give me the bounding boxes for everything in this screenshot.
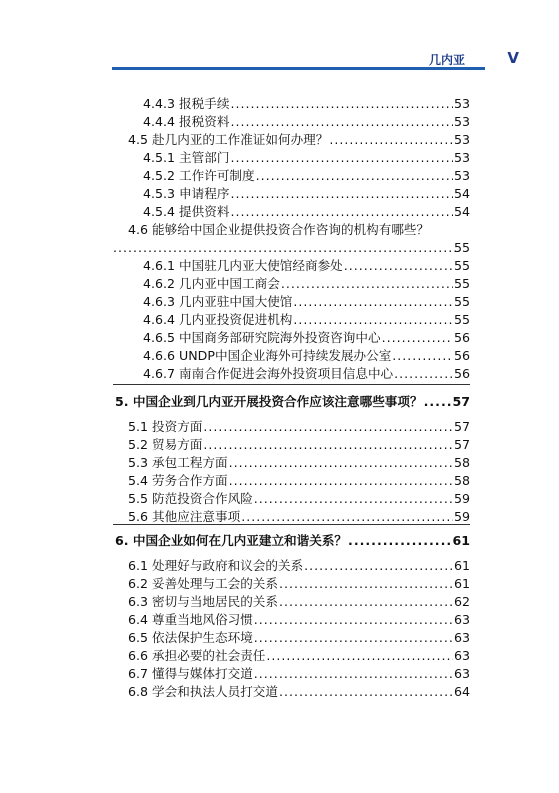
toc-entry[interactable]	[128, 575, 470, 593]
leader-dots	[279, 593, 453, 611]
toc-entry-page: 61	[452, 533, 470, 548]
toc-entry-page: 58	[453, 473, 470, 488]
toc-entry-label: 4.6.4 几内亚投资促进机构	[143, 312, 293, 327]
toc-entry[interactable]	[128, 454, 470, 472]
toc-entry-page: 53	[453, 132, 470, 147]
toc-entry-label: 4.5.3 申请程序	[143, 186, 230, 201]
leader-dots	[254, 611, 453, 629]
leader-dots	[203, 436, 453, 454]
leader-dots	[254, 629, 453, 647]
leader-dots	[256, 167, 453, 185]
leader-dots	[230, 95, 453, 113]
leader-dots	[394, 365, 453, 383]
toc-entry-label: 6.5 依法保护生态环境	[128, 630, 253, 645]
leader-dots	[293, 293, 453, 311]
toc-entry-label: 4.4.4 报税资料	[143, 114, 230, 129]
toc-entry-page: 55	[453, 240, 470, 255]
toc-entry-label: 5.6 其他应注意事项	[128, 509, 241, 524]
toc-entry-page: 64	[453, 684, 470, 699]
toc-entry-label: 4.6.6 UNDP中国企业海外可持续发展办公室	[143, 348, 392, 363]
toc-entry-label: 4.4.3 报税手续	[143, 96, 230, 111]
toc-entry[interactable]	[128, 683, 470, 701]
toc-entry-page: 61	[453, 558, 470, 573]
leader-dots	[293, 311, 453, 329]
toc-entry[interactable]	[128, 490, 470, 508]
leader-dots	[254, 490, 453, 508]
leader-dots	[113, 239, 457, 257]
toc-entry-page: 63	[453, 612, 470, 627]
toc-entry-page: 56	[453, 366, 470, 381]
toc-entry-page: 59	[453, 509, 470, 524]
toc-entry-page: 63	[453, 648, 470, 663]
toc-entry[interactable]	[143, 275, 470, 293]
toc-entry-page: 58	[453, 455, 470, 470]
toc-entry-label: 5.3 承包工程方面	[128, 455, 228, 470]
toc-entry-label: 4.6 能够给中国企业提供投资合作咨询的机构有哪些？	[128, 222, 430, 237]
toc-entry-page: 53	[453, 150, 470, 165]
toc-entry[interactable]	[143, 95, 470, 113]
toc-entry-label: 4.5.2 工作许可制度	[143, 168, 255, 183]
leader-dots	[229, 472, 453, 490]
toc-entry-label: 4.5.1 主管部门	[143, 150, 230, 165]
toc-entry-page: 57	[453, 419, 470, 434]
toc-entry-label: 4.5 赴几内亚的工作准证如何办理？	[128, 132, 329, 147]
leader-dots	[304, 557, 453, 575]
toc-entry-page: 63	[453, 666, 470, 681]
toc-entry-page: 61	[453, 576, 470, 591]
toc-entry[interactable]	[128, 611, 470, 629]
toc-entry[interactable]	[128, 593, 470, 611]
toc-entry-page: 62	[453, 594, 470, 609]
leader-dots	[348, 532, 451, 550]
toc-entry-page: 53	[453, 168, 470, 183]
toc-entry-label: 4.6.1 中国驻几内亚大使馆经商参处	[143, 258, 343, 273]
toc-entry-page: 56	[453, 348, 470, 363]
header-page-number: V	[507, 49, 519, 67]
toc-entry[interactable]	[128, 472, 470, 490]
toc-entry-label: 6.1 处理好与政府和议会的关系	[128, 558, 304, 573]
leader-dots	[329, 131, 453, 149]
toc-entry[interactable]	[143, 347, 470, 365]
toc-entry[interactable]	[128, 436, 470, 454]
leader-dots	[392, 347, 453, 365]
leader-dots	[254, 665, 453, 683]
toc-entry[interactable]	[143, 311, 470, 329]
toc-entry-page: 56	[453, 330, 470, 345]
toc-entry-page: 57	[452, 394, 470, 409]
toc-entry-page: 53	[453, 114, 470, 129]
leader-dots	[281, 275, 453, 293]
toc-entry[interactable]	[128, 647, 470, 665]
toc-entry-label: 6.6 承担必要的社会责任	[128, 648, 266, 663]
toc-entry-label: 5.1 投资方面	[128, 419, 203, 434]
toc-entry[interactable]	[143, 167, 470, 185]
toc-entry[interactable]	[128, 418, 470, 436]
toc-entry-label: 5.2 贸易方面	[128, 437, 203, 452]
toc-entry[interactable]	[143, 149, 470, 167]
toc-entry-page: 55	[453, 294, 470, 309]
toc-entry-label: 6.7 懂得与媒体打交道	[128, 666, 253, 681]
leader-dots	[279, 683, 453, 701]
toc-entry-label: 4.5.4 提供资料	[143, 204, 230, 219]
toc-entry-page: 63	[453, 630, 470, 645]
toc-entry-label: 4.6.7 南南合作促进会海外投资项目信息中心	[143, 366, 394, 381]
header-rule	[112, 67, 485, 70]
toc-entry[interactable]	[143, 113, 470, 131]
leader-dots	[230, 113, 453, 131]
leader-dots	[230, 149, 453, 167]
toc-entry-label: 5.4 劳务合作方面	[128, 473, 228, 488]
toc-entry[interactable]	[143, 365, 470, 383]
toc-entry-label: 5. 中国企业到几内亚开展投资合作应该注意哪些事项？	[115, 394, 423, 409]
leader-dots	[382, 329, 453, 347]
toc-entry-page: 55	[453, 276, 470, 291]
section-divider	[113, 384, 470, 385]
toc-entry-page: 54	[453, 204, 470, 219]
leader-dots	[229, 454, 453, 472]
toc-entry-page: 57	[453, 437, 470, 452]
toc-entry[interactable]	[143, 329, 470, 347]
toc-entry-label: 6.4 尊重当地风俗习惯	[128, 612, 253, 627]
header-title: 几内亚	[428, 53, 465, 67]
leader-dots	[230, 185, 453, 203]
toc-entry-wrapped[interactable]	[128, 221, 470, 239]
leader-dots	[424, 393, 452, 411]
toc-entry-page-line	[454, 239, 470, 257]
toc-entry-label: 4.6.3 几内亚驻中国大使馆	[143, 294, 293, 309]
toc-entry-page: 53	[453, 96, 470, 111]
toc-entry-label: 6.8 学会和执法人员打交道	[128, 684, 278, 699]
leader-dots	[279, 575, 453, 593]
toc-entry[interactable]	[128, 629, 470, 647]
toc-entry[interactable]	[143, 293, 470, 311]
toc-chapter-entry[interactable]	[115, 532, 470, 550]
leader-dots	[344, 257, 453, 275]
toc-entry-page: 55	[453, 258, 470, 273]
toc-entry[interactable]	[143, 203, 470, 221]
toc-entry-label: 6. 中国企业如何在几内亚建立和谐关系？	[115, 533, 348, 548]
toc-entry-label: 5.5 防范投资合作风险	[128, 491, 253, 506]
toc-entry[interactable]	[128, 665, 470, 683]
toc-entry-page: 55	[453, 312, 470, 327]
toc-entry-label: 4.6.5 中国商务部研究院海外投资咨询中心	[143, 330, 381, 345]
toc-entry-page: 59	[453, 491, 470, 506]
toc-chapter-entry[interactable]	[115, 393, 470, 411]
toc-entry[interactable]	[143, 185, 470, 203]
leader-dots	[203, 418, 453, 436]
leader-dots	[230, 203, 453, 221]
leader-dots	[266, 647, 453, 665]
toc-entry-label: 4.6.2 几内亚中国工商会	[143, 276, 280, 291]
toc-entry-label: 6.2 妥善处理与工会的关系	[128, 576, 278, 591]
toc-entry[interactable]	[128, 131, 470, 149]
section-divider	[113, 524, 470, 525]
toc-entry-page: 54	[453, 186, 470, 201]
toc-entry[interactable]	[128, 557, 470, 575]
toc-entry[interactable]	[143, 257, 470, 275]
toc-entry-label: 6.3 密切与当地居民的关系	[128, 594, 278, 609]
